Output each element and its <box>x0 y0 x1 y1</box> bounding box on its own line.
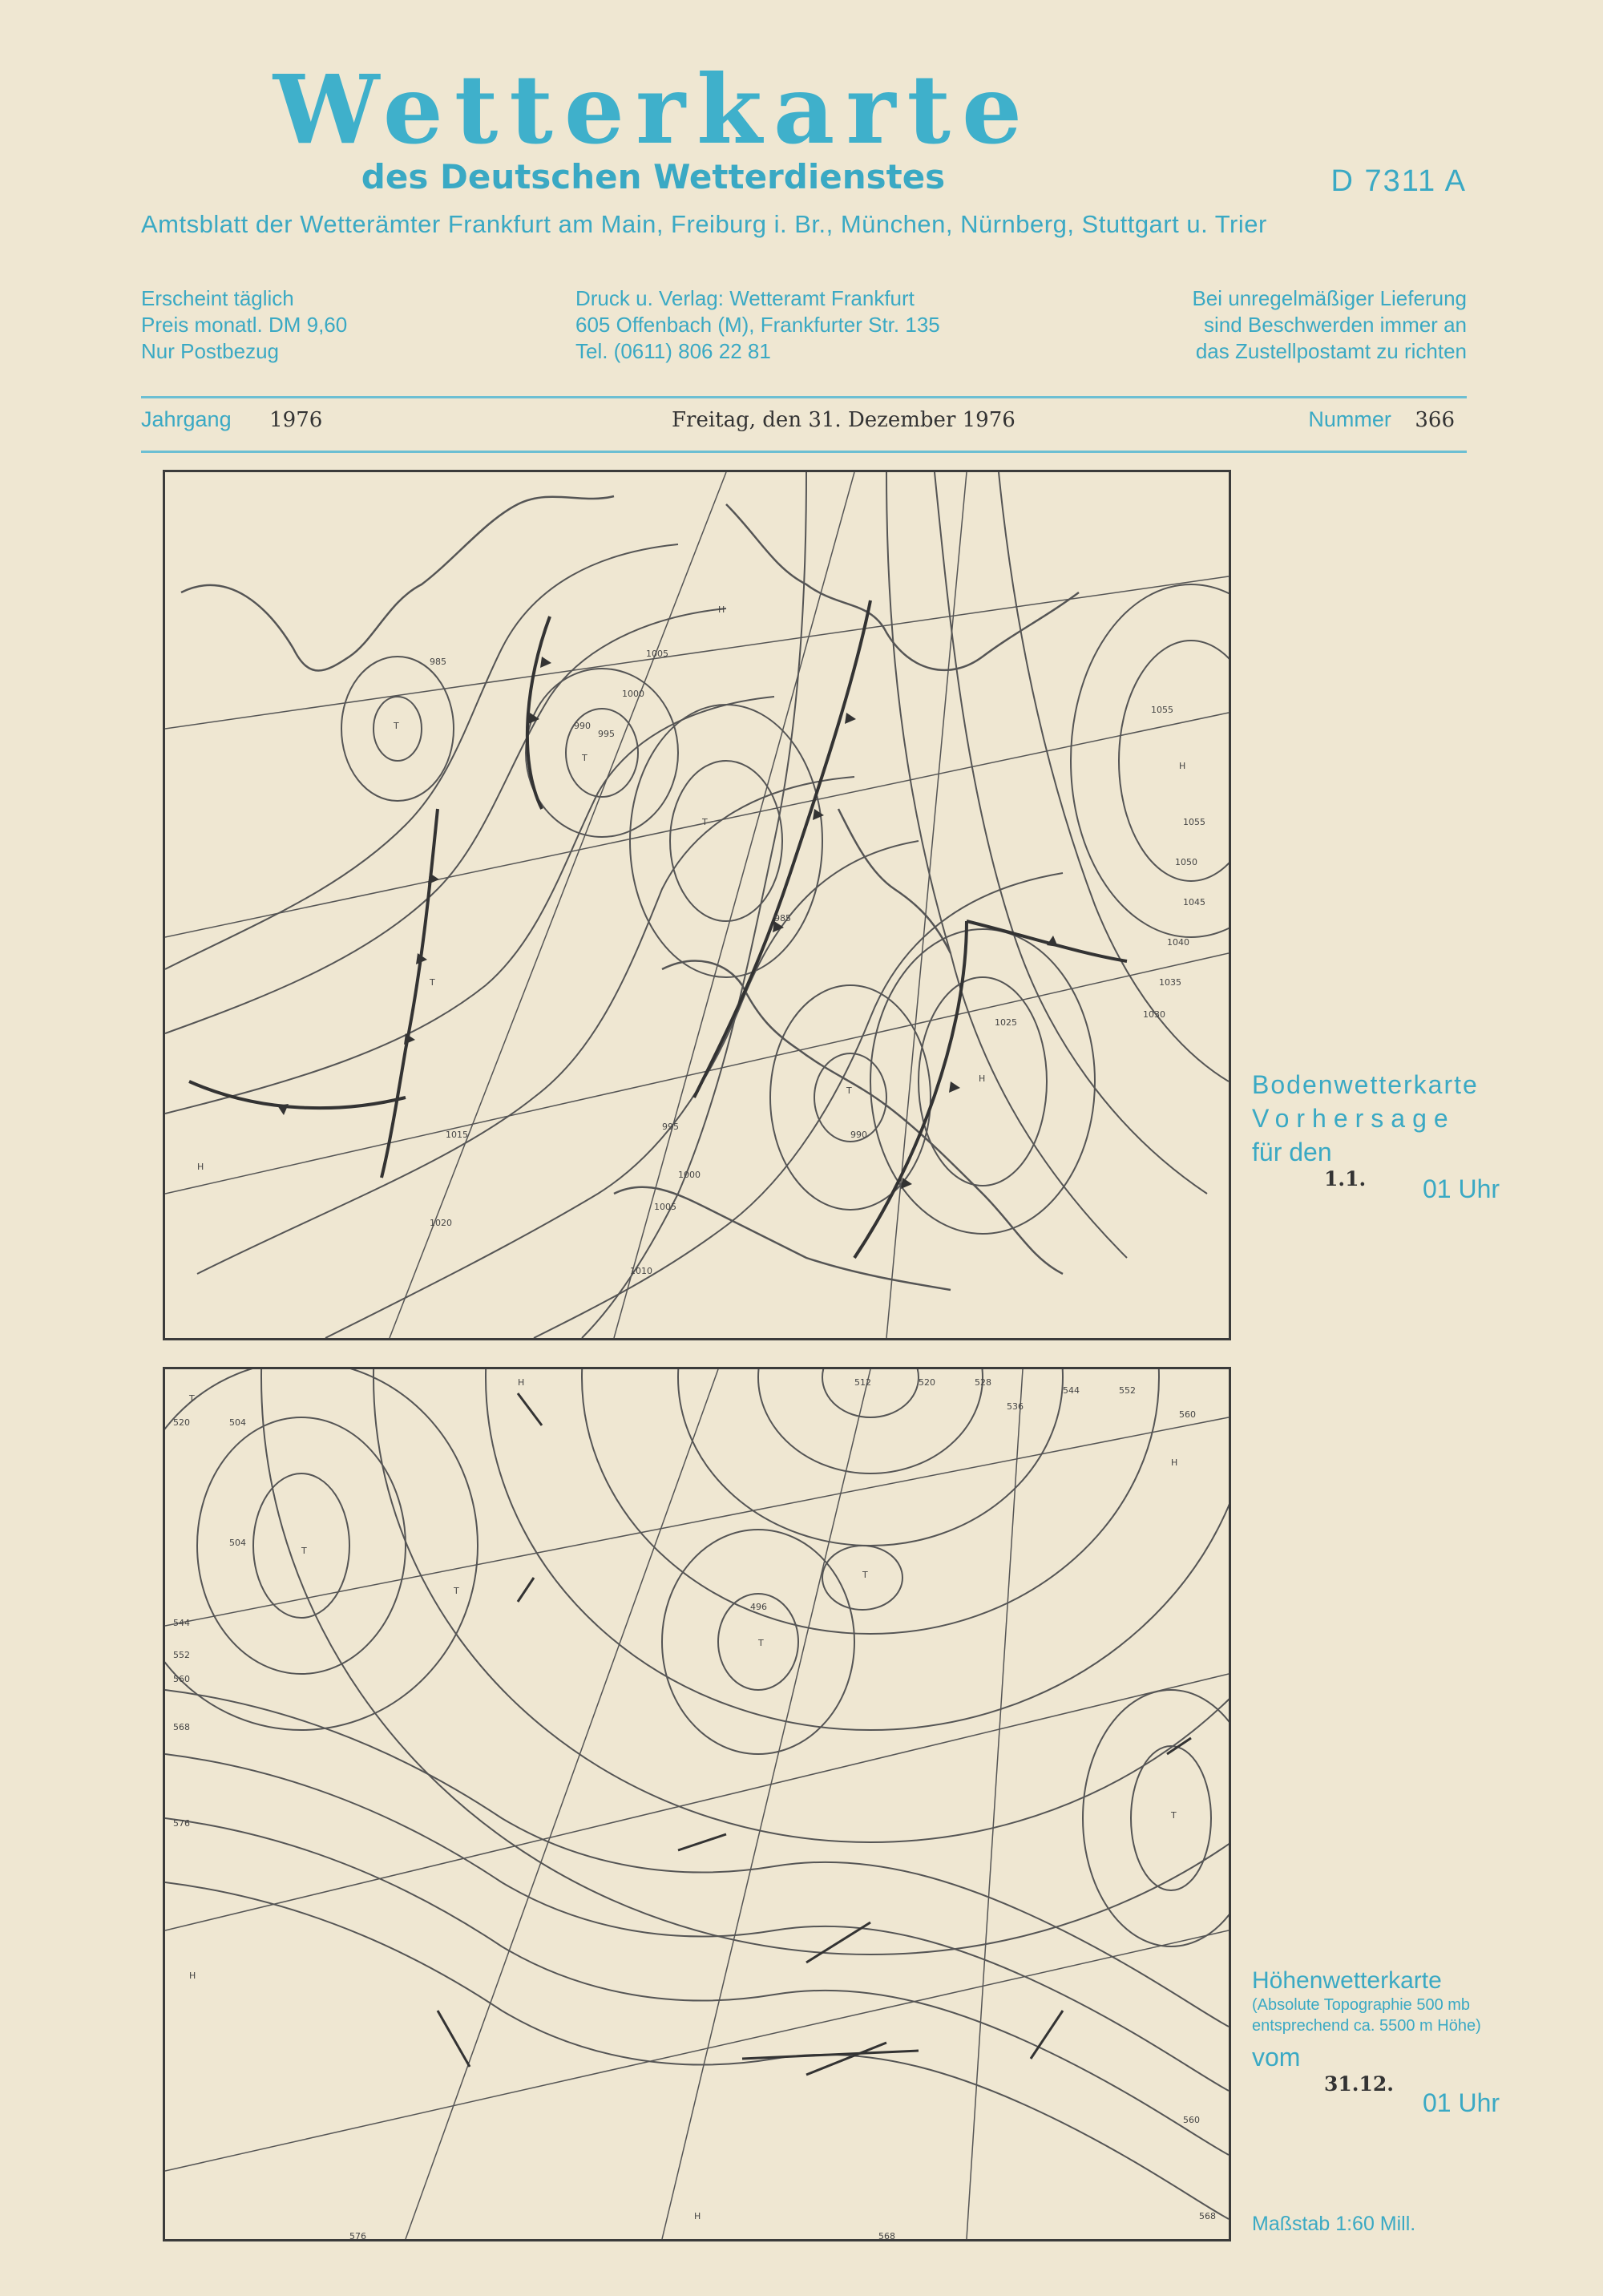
svg-text:552: 552 <box>173 1650 190 1660</box>
issue-year <box>141 407 322 432</box>
map-scale: Maßstab 1:60 Mill. <box>1252 2213 1416 2235</box>
svg-text:504: 504 <box>229 1538 246 1548</box>
info-line: das Zustellpostamt zu richten <box>1195 339 1467 363</box>
year-value: 1976 <box>269 408 323 432</box>
svg-text:T: T <box>394 721 399 731</box>
year-label: Jahrgang <box>141 407 232 431</box>
masthead-title: Wetterkarte <box>273 54 1034 165</box>
svg-text:528: 528 <box>975 1377 991 1388</box>
svg-text:T: T <box>1171 1810 1177 1821</box>
svg-text:T: T <box>582 753 587 763</box>
svg-text:T: T <box>189 1393 195 1404</box>
svg-text:512: 512 <box>854 1377 871 1388</box>
svg-text:1035: 1035 <box>1159 977 1181 988</box>
svg-text:520: 520 <box>173 1417 190 1428</box>
info-line: 605 Offenbach (M), Frankfurter Str. 135 <box>575 313 940 337</box>
official-gazette-line: Amtsblatt der Wetterämter Frankfurt am Main, Freiburg i. Br., München, Nürnberg, Stuttgart u. Trier <box>141 210 1267 238</box>
surface-date: 1.1. <box>1324 1167 1367 1190</box>
svg-text:560: 560 <box>1183 2115 1200 2125</box>
svg-text:985: 985 <box>430 657 446 667</box>
svg-text:H: H <box>694 2211 701 2221</box>
svg-text:T: T <box>846 1085 852 1096</box>
svg-text:T: T <box>430 977 435 988</box>
info-line: Bei unregelmäßiger Lieferung <box>1192 286 1467 310</box>
svg-text:H: H <box>1171 1457 1178 1468</box>
svg-text:985: 985 <box>774 913 791 924</box>
svg-text:H: H <box>518 1377 525 1388</box>
svg-text:1005: 1005 <box>654 1202 676 1212</box>
svg-text:568: 568 <box>173 1722 190 1732</box>
info-line: Erscheint täglich <box>141 286 294 310</box>
surface-time: 01 Uhr <box>1423 1174 1500 1203</box>
svg-text:504: 504 <box>229 1417 246 1428</box>
svg-text:1055: 1055 <box>1183 817 1205 827</box>
surface-caption-line1: Bodenwetterkarte <box>1252 1070 1479 1099</box>
upper-caption-line1: Höhenwetterkarte <box>1252 1967 1442 1994</box>
info-line: Druck u. Verlag: Wetteramt Frankfurt <box>575 286 915 310</box>
info-subscription <box>141 285 347 365</box>
upper-caption-line2: (Absolute Topographie 500 mb <box>1252 1996 1471 2014</box>
svg-text:H: H <box>1179 761 1186 771</box>
svg-text:536: 536 <box>1007 1401 1024 1412</box>
masthead-subtitle: des Deutschen Wetterdienstes <box>361 157 946 196</box>
svg-text:H: H <box>979 1073 986 1084</box>
svg-text:1040: 1040 <box>1167 937 1189 948</box>
svg-text:990: 990 <box>574 721 591 731</box>
upper-caption-line3: entsprechend ca. 5500 m Höhe) <box>1252 2017 1481 2035</box>
svg-text:568: 568 <box>878 2231 895 2239</box>
svg-text:552: 552 <box>1119 1385 1136 1396</box>
svg-text:1050: 1050 <box>1175 857 1197 867</box>
svg-text:T: T <box>301 1546 307 1556</box>
info-line: Nur Postbezug <box>141 339 279 363</box>
svg-text:1005: 1005 <box>646 649 668 659</box>
info-publisher <box>575 285 940 365</box>
svg-text:560: 560 <box>1179 1409 1196 1420</box>
svg-text:520: 520 <box>919 1377 935 1388</box>
svg-text:T: T <box>758 1638 764 1648</box>
surface-caption-line2: Vorhersage <box>1252 1104 1456 1133</box>
header-rule-bottom <box>141 451 1467 453</box>
svg-text:H: H <box>718 604 725 615</box>
svg-text:544: 544 <box>173 1618 190 1628</box>
svg-text:560: 560 <box>173 1674 190 1684</box>
info-line: Tel. (0611) 806 22 81 <box>575 339 771 363</box>
issue-date <box>672 407 1016 432</box>
svg-text:1055: 1055 <box>1151 705 1173 715</box>
svg-text:544: 544 <box>1063 1385 1080 1396</box>
svg-text:568: 568 <box>1199 2211 1216 2221</box>
svg-text:H: H <box>189 1971 196 1981</box>
upper-air-map <box>163 1367 1231 2241</box>
info-line: Preis monatl. DM 9,60 <box>141 313 348 337</box>
info-line: sind Beschwerden immer an <box>1203 313 1467 337</box>
svg-text:576: 576 <box>173 1818 190 1829</box>
surface-weather-map <box>163 470 1231 1340</box>
svg-text:H: H <box>197 1162 204 1172</box>
svg-text:990: 990 <box>850 1130 867 1140</box>
svg-text:T: T <box>862 1570 868 1580</box>
svg-text:576: 576 <box>349 2231 366 2239</box>
number-label: Nummer <box>1308 407 1391 431</box>
svg-text:995: 995 <box>598 729 615 739</box>
info-delivery <box>1192 285 1467 365</box>
upper-time: 01 Uhr <box>1423 2088 1500 2117</box>
upper-date: 31.12. <box>1324 2072 1394 2096</box>
svg-text:1045: 1045 <box>1183 897 1205 907</box>
publication-code: D 7311 A <box>1330 164 1467 198</box>
svg-text:1020: 1020 <box>430 1218 452 1228</box>
svg-text:995: 995 <box>662 1122 679 1132</box>
date-value: Freitag, den 31. Dezember 1976 <box>672 408 1016 432</box>
svg-text:1000: 1000 <box>622 689 644 699</box>
svg-text:T: T <box>454 1586 459 1596</box>
issue-number <box>1308 407 1455 432</box>
svg-text:1025: 1025 <box>995 1017 1017 1028</box>
header-rule-top <box>141 396 1467 398</box>
svg-text:1030: 1030 <box>1143 1009 1165 1020</box>
number-value: 366 <box>1415 408 1455 432</box>
svg-text:1010: 1010 <box>630 1266 652 1276</box>
svg-text:496: 496 <box>750 1602 767 1612</box>
surface-caption-line3: für den <box>1252 1138 1332 1166</box>
svg-text:T: T <box>702 817 708 827</box>
svg-text:1015: 1015 <box>446 1130 468 1140</box>
upper-caption-line4: vom <box>1252 2043 1301 2072</box>
svg-text:1000: 1000 <box>678 1170 701 1180</box>
